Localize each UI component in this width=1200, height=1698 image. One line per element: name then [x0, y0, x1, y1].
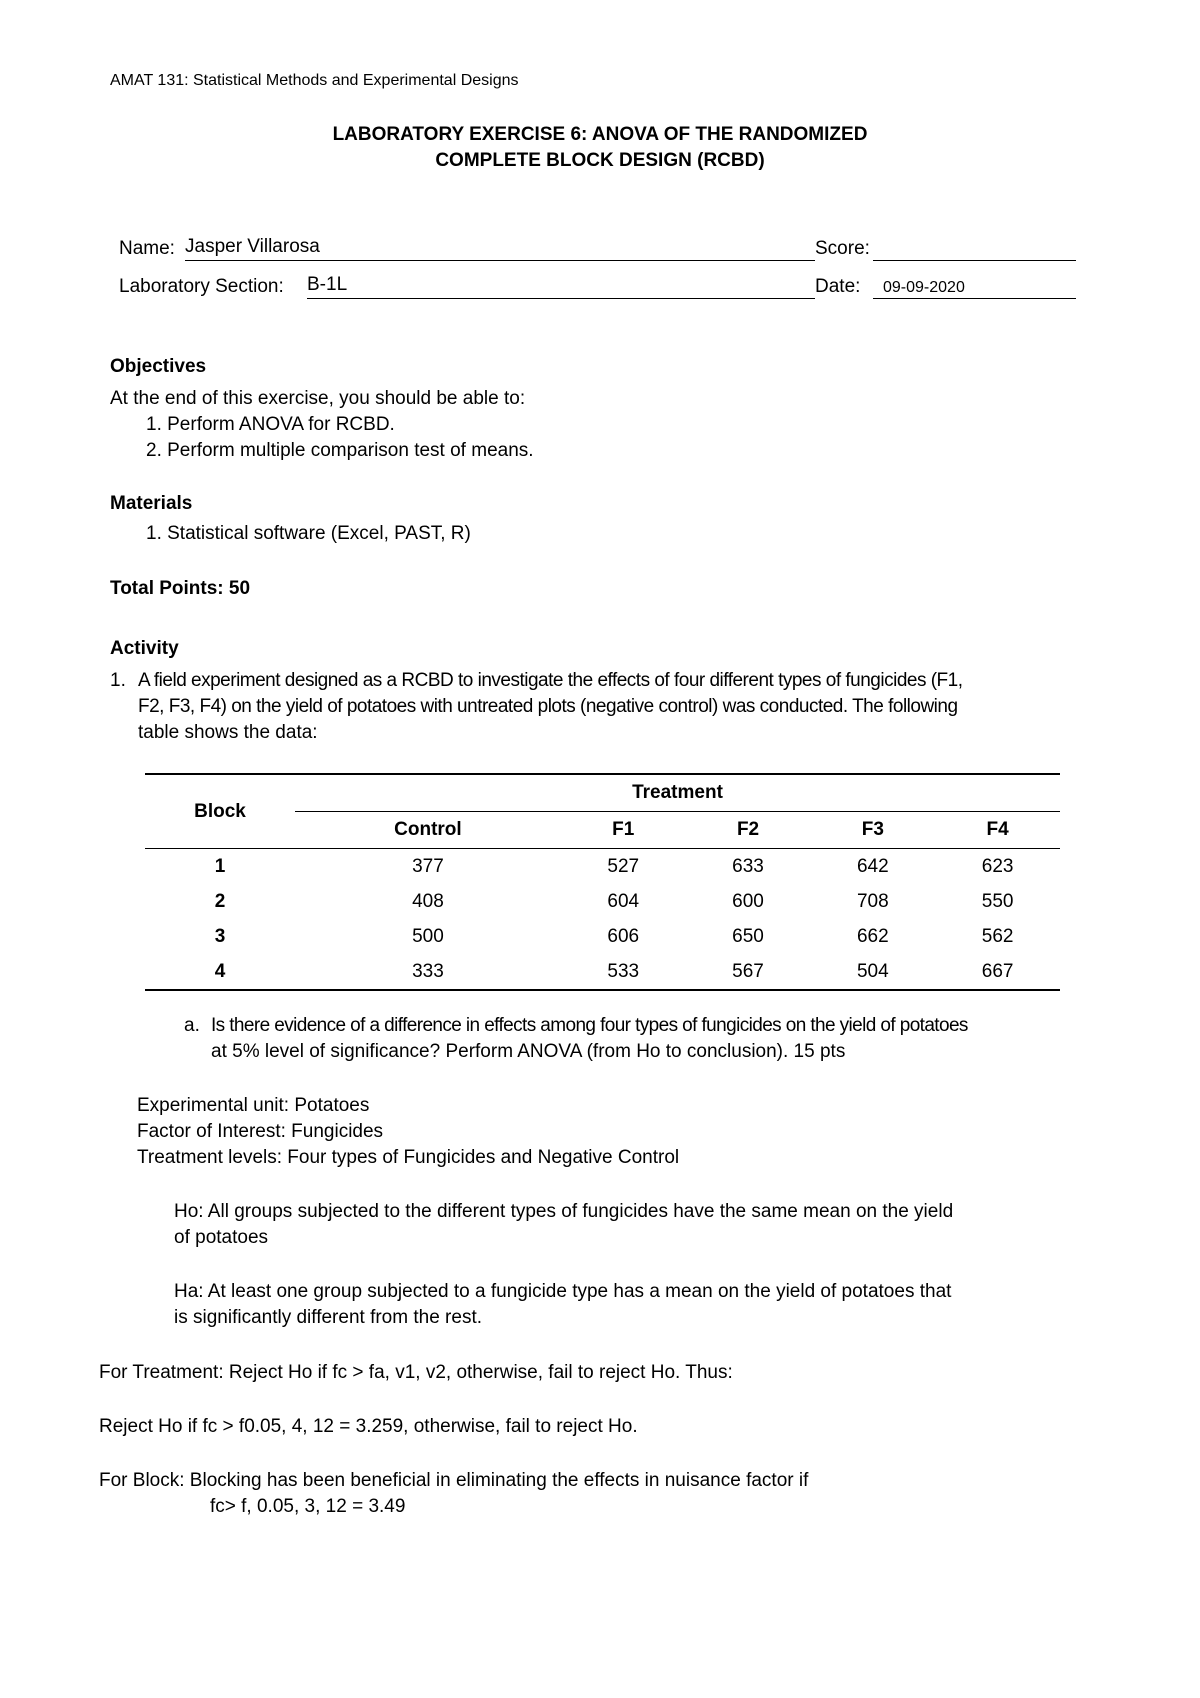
- objectives-intro: At the end of this exercise, you should be able to:: [110, 388, 526, 409]
- question-a-line-1: Is there evidence of a difference in effects among four types of fungicides on the yield of potatoes: [211, 1015, 968, 1036]
- section-value: B-1L: [307, 274, 348, 295]
- materials-heading: Materials: [110, 493, 193, 514]
- exercise-title-line-1: LABORATORY EXERCISE 6: ANOVA OF THE RANDOMIZED: [332, 124, 868, 145]
- name-value: Jasper Villarosa: [185, 236, 320, 257]
- table-row: [145, 919, 1060, 954]
- date-field[interactable]: [873, 274, 1076, 299]
- table-cell: 504: [810, 954, 935, 990]
- column-header: F4: [935, 812, 1060, 849]
- table-cell: 408: [412, 890, 444, 912]
- date-value: 09-09-2020: [883, 279, 965, 296]
- table-cell: 527: [607, 855, 640, 877]
- activity-heading: Activity: [110, 638, 179, 659]
- table-cell: 606: [607, 925, 640, 947]
- table-cell: 650: [732, 925, 764, 947]
- alt-hypothesis-line-2: is significantly different from the rest.: [174, 1307, 482, 1328]
- question-1-number: 1.: [110, 670, 126, 691]
- table-cell: 708: [856, 890, 889, 912]
- objective-item-2: 2. Perform multiple comparison test of means.: [146, 440, 534, 461]
- section-field[interactable]: [307, 274, 815, 299]
- question-a-label: a.: [184, 1015, 200, 1036]
- table-cell: 562: [981, 925, 1014, 947]
- block-cell: 2: [214, 890, 226, 912]
- question-a-line-2: at 5% level of significance? Perform ANOVA (from Ho to conclusion). 15 pts: [211, 1041, 846, 1062]
- name-label: Name:: [119, 238, 175, 259]
- table-row: [145, 884, 1060, 919]
- block-rule-line-1: For Block: Blocking has been beneficial in eliminating the effects in nuisance factor if: [99, 1470, 809, 1491]
- name-field[interactable]: [185, 236, 815, 261]
- reject-rule: Reject Ho if fc > f0.05, 4, 12 = 3.259, otherwise, fail to reject Ho.: [99, 1416, 638, 1437]
- table-cell: 604: [607, 890, 640, 912]
- null-hypothesis-line-1: Ho: All groups subjected to the different types of fungicides have the same mean on the yield: [174, 1201, 954, 1222]
- course-header: AMAT 131: Statistical Methods and Experimental Designs: [110, 72, 519, 89]
- objectives-heading: Objectives: [110, 356, 207, 377]
- column-header: F3: [810, 812, 935, 849]
- block-cell: 4: [145, 954, 295, 990]
- block-cell: 1: [214, 855, 226, 877]
- null-hypothesis-line-2: of potatoes: [174, 1227, 269, 1248]
- factor-of-interest: Factor of Interest: Fungicides: [137, 1121, 384, 1142]
- table-cell: 662: [856, 925, 889, 947]
- block-cell: 3: [214, 925, 226, 947]
- table-cell: 623: [981, 855, 1014, 877]
- question-1-line-3: table shows the data:: [138, 722, 318, 743]
- experimental-unit: Experimental unit: Potatoes: [137, 1095, 370, 1116]
- table-cell: 600: [732, 890, 764, 912]
- question-1-line-2: F2, F3, F4) on the yield of potatoes with untreated plots (negative control) was conducted. The following: [138, 696, 958, 717]
- material-item-1: 1. Statistical software (Excel, PAST, R): [146, 523, 471, 544]
- table-cell: 377: [412, 855, 444, 877]
- table-cell: 567: [686, 954, 811, 990]
- column-header: F2: [686, 812, 811, 849]
- column-header: F1: [561, 812, 686, 849]
- block-header: Block: [145, 774, 295, 849]
- table-cell: 550: [981, 890, 1014, 912]
- exercise-title-line-2: COMPLETE BLOCK DESIGN (RCBD): [435, 150, 765, 171]
- treatment-levels: Treatment levels: Four types of Fungicides and Negative Control: [137, 1147, 680, 1168]
- treatment-decision-rule: For Treatment: Reject Ho if fc > fa, v1, v2, otherwise, fail to reject Ho. Thus:: [99, 1362, 733, 1383]
- score-field[interactable]: [873, 236, 1076, 261]
- treatment-header: Treatment: [295, 774, 1060, 812]
- table-cell: 667: [935, 954, 1060, 990]
- total-points: Total Points: 50: [110, 578, 251, 599]
- question-1-line-1: A field experiment designed as a RCBD to investigate the effects of four different types of fungicides (F1,: [138, 670, 963, 691]
- score-label: Score:: [815, 238, 870, 259]
- table-cell: 500: [412, 925, 444, 947]
- table-cell: 333: [295, 954, 561, 990]
- table-cell: 633: [732, 855, 764, 877]
- section-label: Laboratory Section:: [119, 276, 284, 297]
- date-label: Date:: [815, 276, 861, 297]
- column-header: Control: [295, 812, 561, 849]
- objective-item-1: 1. Perform ANOVA for RCBD.: [146, 414, 395, 435]
- yield-data-table: [145, 773, 1060, 991]
- table-row: [145, 954, 1060, 990]
- table-cell: 533: [561, 954, 686, 990]
- table-row: [145, 849, 1060, 885]
- alt-hypothesis-line-1: Ha: At least one group subjected to a fungicide type has a mean on the yield of potatoes that: [174, 1281, 952, 1302]
- table-cell: 642: [856, 855, 889, 877]
- block-rule-line-2: fc> f, 0.05, 3, 12 = 3.49: [210, 1496, 406, 1517]
